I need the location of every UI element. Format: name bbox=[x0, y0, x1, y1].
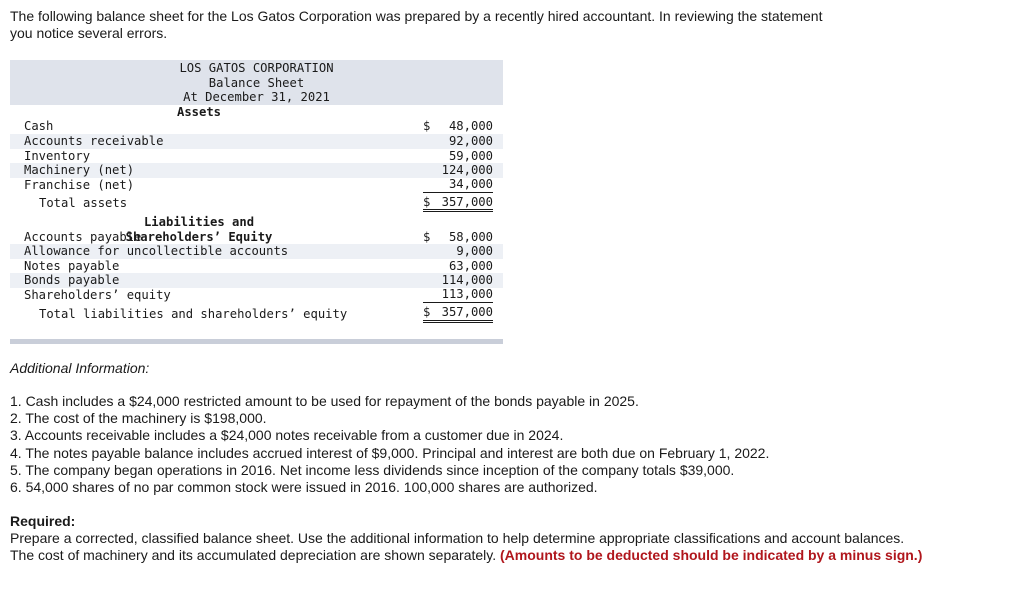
currency-sign: $ bbox=[423, 194, 431, 209]
liability-label: Shareholders’ equity bbox=[24, 287, 171, 302]
balance-sheet bbox=[10, 60, 503, 344]
liability-label: Notes payable bbox=[24, 258, 120, 273]
currency-sign: $ bbox=[423, 119, 431, 134]
assets-heading: Assets bbox=[176, 104, 222, 119]
asset-value: 59,000 bbox=[448, 148, 493, 163]
company-name: LOS GATOS CORPORATION bbox=[179, 61, 334, 75]
intro-text bbox=[10, 8, 910, 42]
asset-row bbox=[10, 134, 503, 149]
asset-label: Cash bbox=[24, 119, 54, 134]
liability-value: 113,000 bbox=[423, 287, 493, 303]
total-assets-row bbox=[10, 196, 503, 211]
liability-row bbox=[10, 259, 503, 274]
currency-sign: $ bbox=[423, 305, 431, 319]
asset-label: Inventory bbox=[24, 148, 91, 163]
required-instructions: Prepare a corrected, classified balance sheet. Use the additional information to help determine appropriate classifications and account balances. The cost of machinery and its accumulated depreciation are shown separately. bbox=[10, 530, 905, 563]
currency-sign: $ bbox=[423, 229, 431, 244]
liability-label: Allowance for uncollectible accounts bbox=[24, 244, 289, 259]
liability-value: 9,000 bbox=[456, 244, 493, 259]
list-item: 2. The cost of the machinery is $198,000. bbox=[10, 410, 267, 427]
total-liabilities-value: 357,000 bbox=[441, 305, 493, 319]
total-liabilities-row bbox=[10, 307, 503, 322]
list-item: 5. The company began operations in 2016. Net income less dividends since inception of the company totals $39,000. bbox=[10, 461, 735, 478]
intro-line-2: you notice several errors. bbox=[10, 25, 168, 41]
statement-date: At December 31, 2021 bbox=[183, 90, 330, 105]
required-heading: Required: bbox=[10, 513, 76, 529]
list-item: 1. Cash includes a $24,000 restricted amount to be used for repayment of the bonds payable in 2025. bbox=[10, 393, 639, 409]
total-liabilities-label: Total liabilities and shareholders’ equity bbox=[39, 306, 348, 321]
asset-row bbox=[10, 119, 503, 134]
sheet-divider bbox=[10, 339, 503, 344]
list-item: 4. The notes payable balance includes accrued interest of $9,000. Principal and interest are both due on February 1, 2022. bbox=[10, 444, 770, 461]
asset-row bbox=[10, 163, 503, 178]
additional-info-heading: Additional Information: bbox=[10, 360, 150, 376]
asset-row bbox=[10, 149, 503, 164]
liability-value: 58,000 bbox=[448, 229, 493, 244]
required-text bbox=[10, 530, 930, 564]
balance-sheet-header bbox=[10, 60, 503, 105]
asset-value: 124,000 bbox=[441, 163, 493, 178]
asset-value: 48,000 bbox=[448, 119, 493, 134]
required-emphasis: (Amounts to be deducted should be indicated by a minus sign.) bbox=[500, 547, 923, 563]
liabilities-heading: Liabilities and Shareholders’ Equity bbox=[125, 214, 273, 244]
asset-label: Franchise (net) bbox=[24, 177, 135, 192]
asset-value: 34,000 bbox=[423, 177, 493, 193]
liability-label: Accounts payable bbox=[24, 229, 142, 244]
statement-title: Balance Sheet bbox=[208, 75, 305, 90]
liability-row bbox=[10, 288, 503, 303]
total-assets-value: 357,000 bbox=[441, 194, 493, 209]
total-assets-label: Total assets bbox=[39, 196, 128, 211]
liability-label: Bonds payable bbox=[24, 273, 120, 288]
list-item: 6. 54,000 shares of no par common stock were issued in 2016. 100,000 shares are authorized. bbox=[10, 478, 598, 495]
liability-row bbox=[10, 244, 503, 259]
asset-label: Machinery (net) bbox=[24, 163, 135, 178]
liability-value: 114,000 bbox=[441, 273, 493, 288]
asset-label: Accounts receivable bbox=[24, 133, 164, 148]
liability-value: 63,000 bbox=[448, 258, 493, 273]
intro-line-1: The following balance sheet for the Los Gatos Corporation was prepared by a recently hired accountant. In reviewing the statement bbox=[10, 8, 823, 24]
list-item: 3. Accounts receivable includes a $24,000 notes receivable from a customer due in 2024. bbox=[10, 427, 564, 444]
liability-row bbox=[10, 230, 503, 245]
asset-value: 92,000 bbox=[448, 133, 493, 148]
additional-info-list bbox=[10, 393, 769, 496]
liability-row bbox=[10, 273, 503, 288]
asset-row bbox=[10, 178, 503, 193]
